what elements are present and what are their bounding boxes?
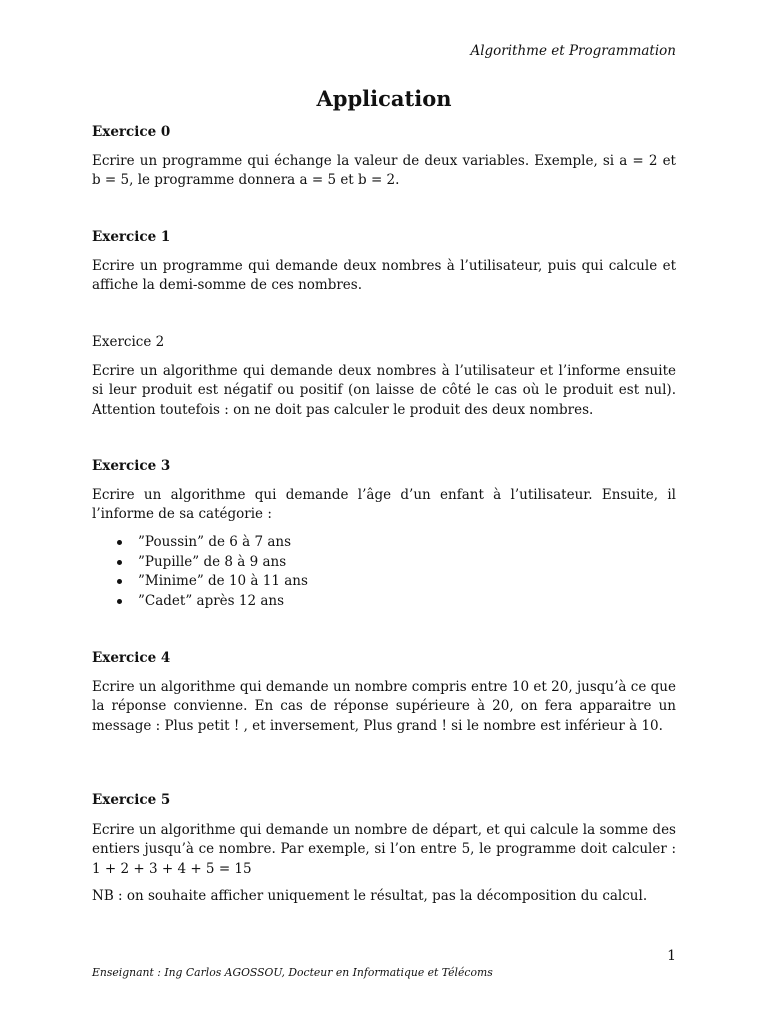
exercise-2-heading: Exercice 2 xyxy=(92,334,165,350)
bullet-icon xyxy=(117,579,122,584)
list-item xyxy=(92,553,308,573)
exercise-5-note: NB : on souhaite afficher uniquement le résultat, pas la décomposition du calcul. xyxy=(92,888,648,904)
exercise-0-text: Ecrire un programme qui échange la valeur de deux variables. Exemple, si a = 2 et b = 5, le programme donnera a = 5 et b = 2. xyxy=(92,153,676,189)
list-item-text: ”Pupille” de 8 à 9 ans xyxy=(138,553,287,570)
page-title: Application xyxy=(316,86,452,111)
exercise-4-heading: Exercice 4 xyxy=(92,650,171,666)
list-item xyxy=(92,592,308,612)
exercise-5-heading: Exercice 5 xyxy=(92,792,171,808)
exercise-4-text: Ecrire un algorithme qui demande un nombre compris entre 10 et 20, jusqu’à ce que la réponse convienne. En cas de réponse supérieure à 20, on fera apparaitre un message : Plus petit ! , et inversement, Plus grand ! si le nombre est inférieur à 10. xyxy=(92,679,676,734)
list-item-text: ”Minime” de 10 à 11 ans xyxy=(138,573,308,589)
exercise-1-heading: Exercice 1 xyxy=(92,229,171,245)
running-header: Algorithme et Programmation xyxy=(470,43,676,59)
page-number: 1 xyxy=(667,948,676,964)
list-item-text: ”Cadet” après 12 ans xyxy=(138,592,285,609)
exercise-1-text: Ecrire un programme qui demande deux nombres à l’utilisateur, puis qui calcule et affiche la demi-somme de ces nombres. xyxy=(92,258,676,294)
exercise-2-text: Ecrire un algorithme qui demande deux nombres à l’utilisateur et l’informe ensuite si leur produit est négatif ou positif (on laisse de côté le cas où le produit est nul). Attention toutefois : on ne doit pas calculer le produit des deux nombres. xyxy=(92,363,676,418)
running-footer: Enseignant : Ing Carlos AGOSSOU, Docteur en Informatique et Télécoms xyxy=(92,966,493,979)
exercise-3-text: Ecrire un algorithme qui demande l’âge d’un enfant à l’utilisateur. Ensuite, il l’informe de sa catégorie : xyxy=(92,487,676,523)
document-page xyxy=(92,0,676,1024)
bullet-icon xyxy=(117,540,122,545)
list-item xyxy=(92,572,308,592)
list-item xyxy=(92,533,308,553)
category-list xyxy=(92,533,308,611)
bullet-icon xyxy=(117,599,122,604)
exercise-5-text: Ecrire un algorithme qui demande un nombre de départ, et qui calcule la somme des entiers jusqu’à ce nombre. Par exemple, si l’on entre 5, le programme doit calculer : 1 + 2 + 3 + 4 + 5 = 15 xyxy=(92,822,676,877)
exercise-0-heading: Exercice 0 xyxy=(92,124,171,140)
exercise-3-heading: Exercice 3 xyxy=(92,458,171,474)
list-item-text: ”Poussin” de 6 à 7 ans xyxy=(138,534,292,550)
bullet-icon xyxy=(117,560,122,565)
